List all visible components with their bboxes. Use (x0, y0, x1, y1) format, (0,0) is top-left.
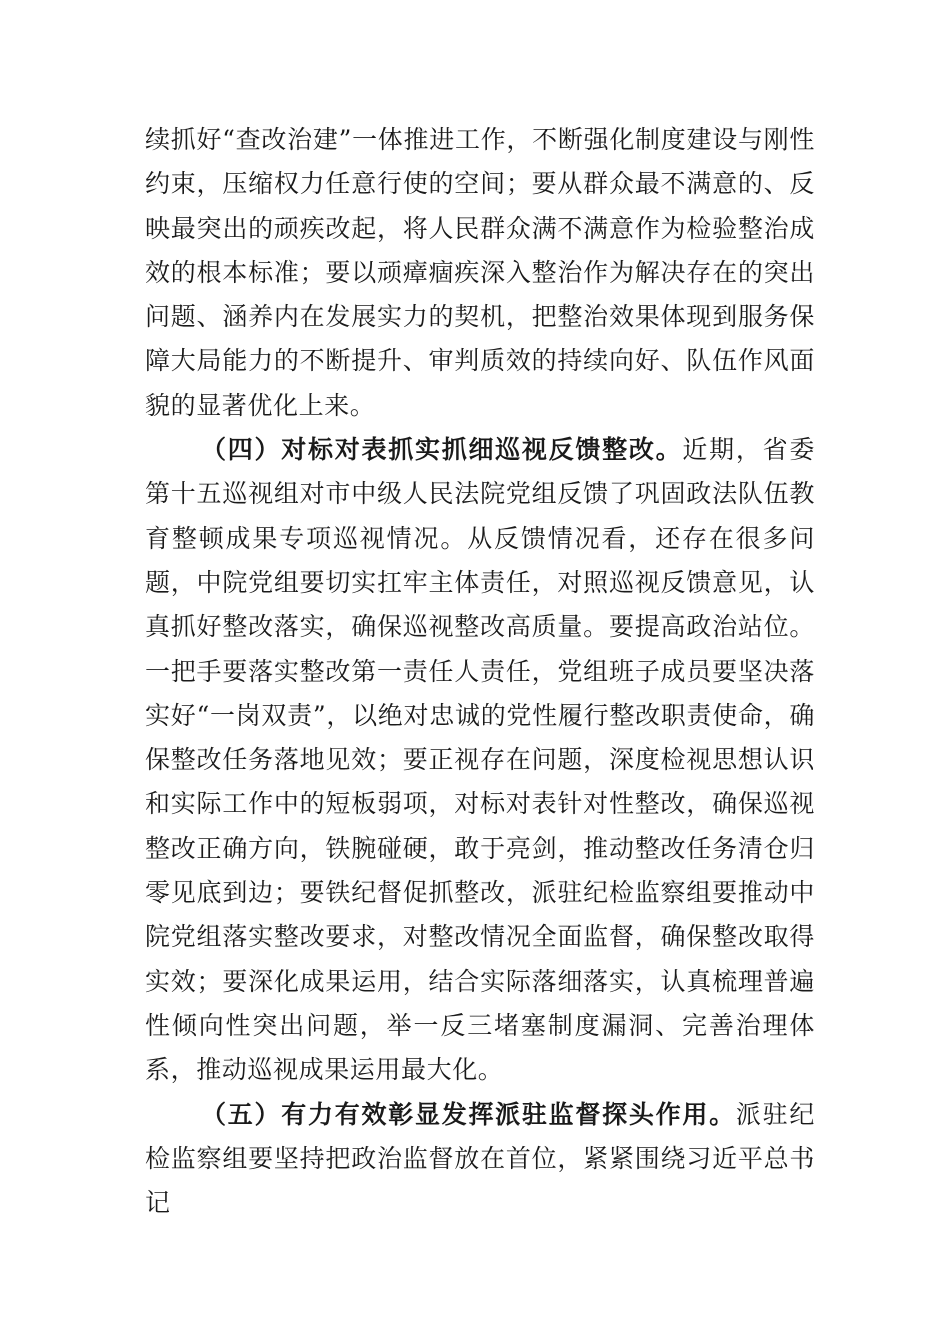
paragraph-section-four (145, 428, 815, 1092)
paragraph-section-five (145, 1093, 815, 1226)
paragraph-body: 续抓好“查改治建”一体推进工作，不断强化制度建设与刚性约束，压缩权力任意行使的空间；要从群众最不满意的、反映最突出的顽疾改起，将人民群众满不满意作为检验整治成效的根本标准；要以顽瘴痼疾深入整治作为解决存在的突出问题、涵养内在发展实力的契机，把整治效果体现到服务保障大局能力的不断提升、审判质效的持续向好、队伍作风面貌的显著优化上来。 (145, 125, 815, 420)
section-heading: （四）对标对表抓实抓细巡视反馈整改。 (201, 435, 683, 465)
document-body (145, 118, 815, 1225)
paragraph-body: 派驻纪检监察组要坚持把政治监督放在首位，紧紧围绕习近平总书记 (145, 1099, 815, 1218)
paragraph-continuation (145, 118, 815, 428)
paragraph-body: 近期，省委第十五巡视组对市中级人民法院党组反馈了巩固政法队伍教育整顿成果专项巡视情况。从反馈情况看，还存在很多问题，中院党组要切实扛牢主体责任，对照巡视反馈意见，认真抓好整改落实，确保巡视整改高质量。要提高政治站位。一把手要落实整改第一责任人责任，党组班子成员要坚决落实好“一岗双责”，以绝对忠诚的党性履行整改职责使命，确保整改任务落地见效；要正视存在问题，深度检视思想认识和实际工作中的短板弱项，对标对表针对性整改，确保巡视整改正确方向，铁腕碰硬，敢于亮剑，推动整改任务清仓归零见底到边；要铁纪督促抓整改，派驻纪检监察组要推动中院党组落实整改要求，对整改情况全面监督，确保整改取得实效；要深化成果运用，结合实际落细落实，认真梳理普遍性倾向性突出问题，举一反三堵塞制度漏洞、完善治理体系，推动巡视成果运用最大化。 (145, 435, 815, 1085)
section-heading: （五）有力有效彰显发挥派驻监督探头作用。 (201, 1099, 736, 1129)
